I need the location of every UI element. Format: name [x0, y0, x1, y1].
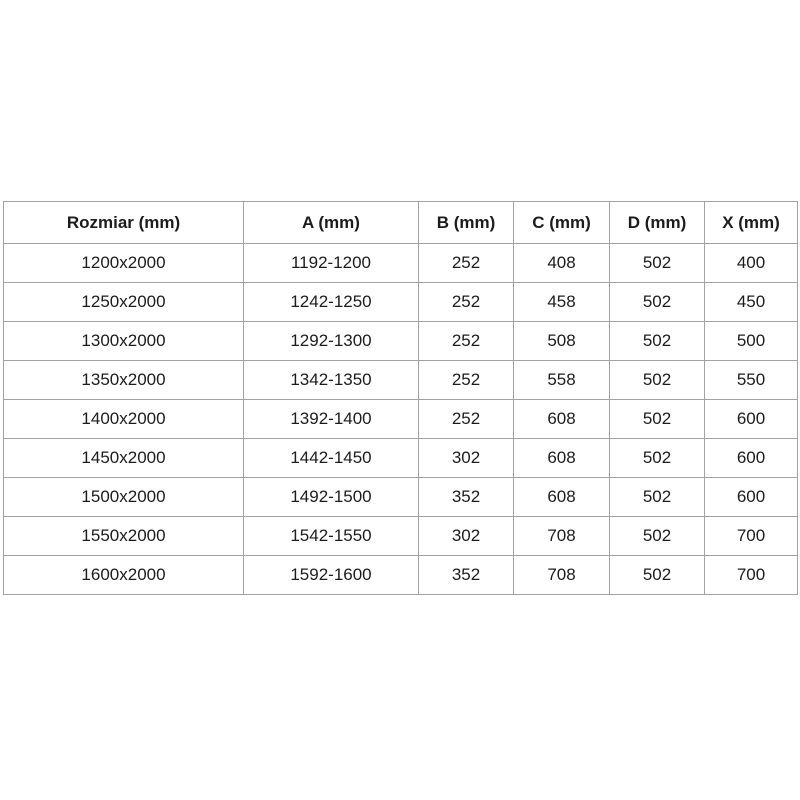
table-cell: 252 [419, 283, 514, 322]
table-row [4, 361, 798, 400]
table-cell: 502 [610, 439, 705, 478]
table-cell: 600 [705, 478, 798, 517]
table-cell: 1350x2000 [4, 361, 244, 400]
table-cell: 1200x2000 [4, 244, 244, 283]
table-row [4, 517, 798, 556]
table-cell: 458 [514, 283, 610, 322]
table-cell: 408 [514, 244, 610, 283]
table-cell: 608 [514, 439, 610, 478]
table-row [4, 244, 798, 283]
table-cell: 708 [514, 556, 610, 595]
table-cell: 450 [705, 283, 798, 322]
table-cell: 608 [514, 478, 610, 517]
table-cell: 1392-1400 [244, 400, 419, 439]
table-header-row [4, 202, 798, 244]
table-row [4, 322, 798, 361]
table-cell: 1450x2000 [4, 439, 244, 478]
table-cell: 502 [610, 283, 705, 322]
table-cell: 400 [705, 244, 798, 283]
table-cell: 302 [419, 517, 514, 556]
table-cell: 352 [419, 478, 514, 517]
table-cell: 502 [610, 478, 705, 517]
table-cell: 502 [610, 361, 705, 400]
column-header: D (mm) [610, 202, 705, 244]
table-cell: 252 [419, 322, 514, 361]
table-cell: 700 [705, 517, 798, 556]
table-cell: 1192-1200 [244, 244, 419, 283]
table-cell: 1292-1300 [244, 322, 419, 361]
table-cell: 502 [610, 400, 705, 439]
column-header: C (mm) [514, 202, 610, 244]
table-row [4, 478, 798, 517]
table-cell: 600 [705, 400, 798, 439]
table-cell: 1442-1450 [244, 439, 419, 478]
table-cell: 1592-1600 [244, 556, 419, 595]
table-cell: 1400x2000 [4, 400, 244, 439]
table-cell: 1550x2000 [4, 517, 244, 556]
table-cell: 252 [419, 400, 514, 439]
table-cell: 558 [514, 361, 610, 400]
table-cell: 700 [705, 556, 798, 595]
table-cell: 1500x2000 [4, 478, 244, 517]
table-cell: 1242-1250 [244, 283, 419, 322]
table-cell: 1250x2000 [4, 283, 244, 322]
table-cell: 1600x2000 [4, 556, 244, 595]
column-header: Rozmiar (mm) [4, 202, 244, 244]
size-spec-table-container [3, 201, 797, 595]
size-spec-table [3, 201, 798, 595]
table-cell: 1492-1500 [244, 478, 419, 517]
table-row [4, 400, 798, 439]
table-cell: 1542-1550 [244, 517, 419, 556]
table-cell: 502 [610, 517, 705, 556]
column-header: X (mm) [705, 202, 798, 244]
table-row [4, 556, 798, 595]
table-cell: 502 [610, 322, 705, 361]
table-cell: 600 [705, 439, 798, 478]
table-cell: 252 [419, 361, 514, 400]
table-cell: 502 [610, 556, 705, 595]
table-cell: 352 [419, 556, 514, 595]
table-cell: 252 [419, 244, 514, 283]
table-cell: 708 [514, 517, 610, 556]
column-header: B (mm) [419, 202, 514, 244]
table-row [4, 283, 798, 322]
table-cell: 500 [705, 322, 798, 361]
table-cell: 608 [514, 400, 610, 439]
column-header: A (mm) [244, 202, 419, 244]
table-cell: 302 [419, 439, 514, 478]
table-cell: 550 [705, 361, 798, 400]
table-cell: 1342-1350 [244, 361, 419, 400]
table-cell: 502 [610, 244, 705, 283]
table-cell: 508 [514, 322, 610, 361]
table-row [4, 439, 798, 478]
table-cell: 1300x2000 [4, 322, 244, 361]
